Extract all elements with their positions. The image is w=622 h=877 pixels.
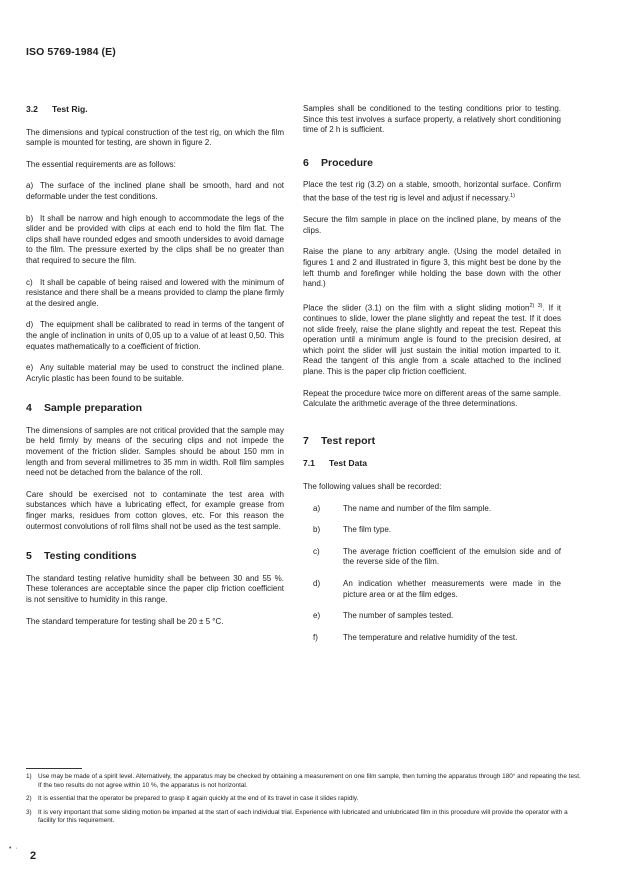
- data-item: d) An indication whether measurements were made in the picture area or at the film edges.: [313, 578, 561, 599]
- paragraph: Secure the film sample in place on the inclined plane, by means of the clips.: [303, 215, 561, 235]
- data-item: f) The temperature and relative humidity of the test.: [313, 632, 518, 642]
- footnote-divider: [26, 768, 82, 769]
- paragraph: The dimensions and typical construction of the test rig, on which the film sample is mounted for testing, are shown in figure 2.: [26, 127, 284, 148]
- section-5-heading: 5 Testing conditions: [26, 550, 137, 563]
- paragraph: The dimensions of samples are not critical provided that the sample may be held firmly by means of the securing clips and not impede the movement of the friction slider. Samples should be about 150 mm in length and from several millimetres to 35 mm in width. Roll film samples need not be detached from the balance of the roll.: [26, 425, 284, 478]
- paragraph: Place the test rig (3.2) on a stable, smooth, horizontal surface. Confirm that the base of the test rig is level and adjust if necessary.$^{1)}$: [303, 180, 561, 203]
- section-number: 3.2: [26, 104, 38, 114]
- paragraph: The standard testing relative humidity shall be between 30 and 55 %. These tolerances are acceptable since the paper clip friction coefficient is not sensitive to humidity in this range.: [26, 573, 284, 604]
- data-item: c) The average friction coefficient of the emulsion side and of the reverse side of the film.: [313, 546, 561, 567]
- section-7-1-heading: 7.1 Test Data: [303, 458, 368, 469]
- page-number: 2: [30, 850, 37, 862]
- paragraph: Place the slider (3.1) on the film with a slight sliding motion$^{2) 3)}$. If it continues to slide, lower the plane slightly and repeat the test. If it does not slide freely, raise the plane slightly and repeat the test. Repeat this operation until a minimum angle is found to the precision desired, at which point the slider will just sustain the initial motion imparted to it. Read the tangent of this angle from a scale attached to the inclined plane. This is the paper clip friction coefficient.: [303, 302, 561, 376]
- left-column: [26, 104, 284, 638]
- paragraph: The standard temperature for testing shall be 20 ± 5 °C.: [26, 616, 224, 626]
- paragraph: Samples shall be conditioned to the testing conditions prior to testing. Since this test involves a surface property, a relatively short conditioning time of 2 h is sufficient.: [303, 104, 561, 135]
- paragraph: Raise the plane to any arbitrary angle. (Using the model detailed in figures 1 and 2 and illustrated in figure 3, this might best be done by the left thumb and forefinger while holding the base down with the other hand.): [303, 247, 561, 289]
- paragraph: The essential requirements are as follows:: [26, 159, 176, 169]
- requirement-item: b) It shall be narrow and high enough to accommodate the legs of the slider and be provided with clips at each end to hold the film flat. The clips shall have rounded edges and smooth undersides to avoid damage to the film. The pressure exerted by the clips shall be no greater than that required to secure the film.: [26, 213, 284, 265]
- scan-artifact: • ·: [9, 845, 19, 852]
- requirement-item: c) It shall be capable of being raised and lowered with the minimum of resistance and there shall be a means provided to clamp the plane firmly at the desired angle.: [26, 277, 284, 308]
- section-7-heading: 7 Test report: [303, 434, 376, 447]
- paragraph: Repeat the procedure twice more on different areas of the same sample. Calculate the arithmetic average of the three determinations.: [303, 388, 561, 409]
- data-item: a) The name and number of the film sample.: [313, 503, 492, 513]
- paragraph: Care should be exercised not to contaminate the test area with substances which have a lubricating effect, for example grease from finger marks, residues from cotton gloves, etc. For this reason the outermost convolutions of roll films shall not be used as the test sample.: [26, 489, 284, 531]
- section-title: Test Rig.: [52, 104, 88, 114]
- requirement-item: d) The equipment shall be calibrated to read in terms of the tangent of the angle of inclination in units of 0,05 up to a value of at least 0,50. This equates mathematically to a coefficient of friction.: [26, 320, 284, 351]
- document-header: ISO 5769-1984 (E): [26, 46, 116, 58]
- footnote-ref: 2) 3): [529, 302, 543, 309]
- paragraph: The following values shall be recorded:: [303, 481, 442, 491]
- footnote: 2) It is essential that the operator be prepared to grasp it again quickly at the end of its travel in case it slides rapidly.: [26, 795, 359, 803]
- footnote: 3) It is very important that some sliding motion be imparted at the start of each individual trial. Experience with lubricated and unlubricated film in this procedure will provide the operator with a facility for this requirement.: [26, 808, 568, 825]
- requirement-item: a) The surface of the inclined plane shall be smooth, hard and not deformable under the test conditions.: [26, 181, 284, 201]
- footnote: 1) Use may be made of a spirit level. Alternatively, the apparatus may be checked by obtaining a measurement on one film sample, then turning the apparatus through 180° and repeating the test. If the two results do not agree within 10 %, the apparatus is not horizontal.: [26, 773, 581, 789]
- section-6-heading: 6 Procedure: [303, 156, 373, 169]
- footnote-ref: 1): [510, 192, 515, 199]
- requirement-item: e) Any suitable material may be used to construct the inclined plane. Acrylic plastic has been found to be suitable.: [26, 363, 284, 383]
- data-item: b) The film type.: [313, 525, 392, 535]
- section-4-heading: 4 Sample preparation: [26, 402, 143, 415]
- section-3-2-heading: [26, 104, 284, 115]
- right-column: [303, 104, 561, 654]
- footnotes: [26, 773, 582, 831]
- data-item: e) The number of samples tested.: [313, 611, 454, 621]
